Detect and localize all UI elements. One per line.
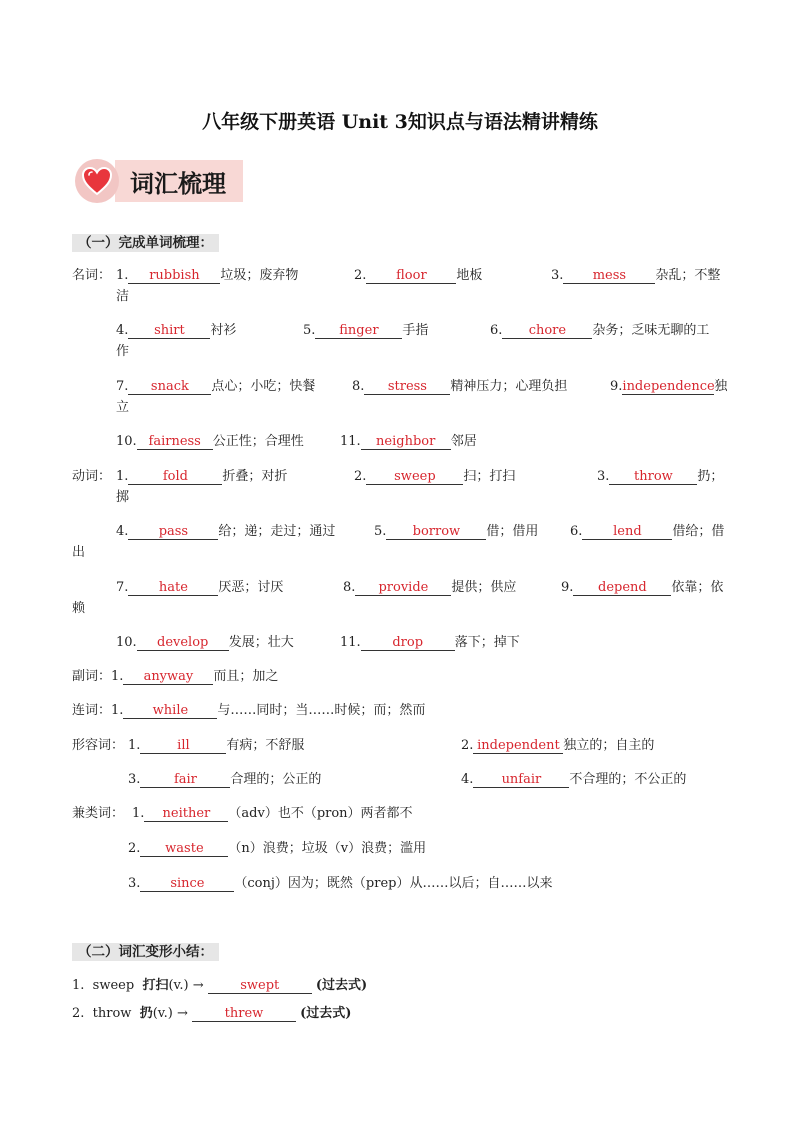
list-item: 7. snack 点心；小吃；快餐 [116, 379, 316, 394]
answer-blank: develop [137, 636, 229, 651]
answer-blank: rubbish [128, 269, 220, 284]
list-item: 11. neighbor 邻居 [340, 434, 477, 449]
answer-blank: chore [502, 324, 592, 339]
list-item: 2. floor 地板 [354, 268, 483, 283]
adverb-row: 副词：1. anyway 而且；加之 [72, 669, 279, 684]
banner-label: 词汇梳理 [130, 170, 226, 198]
answer-blank: floor [366, 269, 456, 284]
answer-blank: ill [140, 739, 226, 754]
list-item: 3. fair 合理的；公正的 [128, 772, 322, 787]
list-item: 8. stress 精神压力；心理负担 [352, 379, 568, 394]
page-title: 八年级下册英语 Unit 3知识点与语法精讲精练 [202, 111, 598, 133]
answer-blank: lend [582, 525, 672, 540]
answer-blank: fair [140, 773, 230, 788]
line-continuation: 出 [72, 545, 86, 560]
list-item: 2. sweep 扫；打扫 [354, 469, 516, 484]
list-item: 3. since （conj）因为；既然（prep）从……以后；自……以来 [128, 876, 553, 891]
nouns-label: 名词： [72, 268, 112, 283]
section-heading: （一）完成单词梳理： [72, 234, 219, 252]
list-item: 4. pass 给；递；走过；通过 [116, 524, 336, 539]
answer-blank: anyway [123, 670, 213, 685]
answer-blank: fold [128, 470, 222, 485]
section-banner [75, 157, 245, 205]
answer-blank: since [140, 877, 234, 892]
list-item: 8. provide 提供；供应 [343, 580, 517, 595]
answer-blank: stress [364, 380, 450, 395]
answer-blank: hate [128, 581, 218, 596]
list-item: 4. unfair 不合理的；不公正的 [461, 772, 687, 787]
list-item: 1. ill 有病；不舒服 [128, 738, 305, 753]
list-item: 1. rubbish 垃圾；废弃物 [116, 268, 299, 283]
answer-blank: depend [573, 581, 671, 596]
list-item: 9. depend 依靠；依 [561, 580, 724, 595]
list-item: 10. develop 发展；壮大 [116, 635, 294, 650]
answer-blank: waste [140, 842, 228, 857]
answer-blank: mess [563, 269, 655, 284]
answer-blank: neighbor [361, 435, 451, 450]
answer-blank: throw [609, 470, 697, 485]
section-heading: （二）词汇变形小结： [72, 943, 219, 961]
list-item: 10. fairness 公正性；合理性 [116, 434, 304, 449]
answer-blank: neither [144, 807, 228, 822]
conjunction-row: 连词：1. while 与……同时；当……时候；而；然而 [72, 703, 426, 718]
answer-blank: unfair [473, 773, 569, 788]
list-item: 9.independence独 [610, 379, 728, 394]
answer-blank: swept [208, 979, 312, 994]
list-item: 6. lend 借给；借 [570, 524, 725, 539]
line-continuation: 立 [116, 400, 130, 415]
answer-blank: pass [128, 525, 218, 540]
answer-blank: borrow [386, 525, 486, 540]
line-continuation: 掷 [116, 490, 130, 505]
multi-class-label: 兼类词： [72, 806, 125, 821]
answer-blank: snack [128, 380, 211, 395]
list-item: 2. waste （n）浪费；垃圾（v）浪费；滥用 [128, 841, 427, 856]
list-item: 1. sweep 打扫(v.) → swept (过去式) [72, 978, 368, 993]
list-item: 2. independent 独立的；自主的 [461, 738, 655, 753]
list-item: 11. drop 落下；掉下 [340, 635, 520, 650]
answer-blank: while [123, 704, 217, 719]
list-item: 4. shirt 衬衫 [116, 323, 237, 338]
verbs-label: 动词： [72, 469, 112, 484]
answer-blank: independence [622, 379, 715, 394]
list-item: 2. throw 扔(v.) → threw (过去式) [72, 1006, 352, 1021]
list-item: 7. hate 厌恶；讨厌 [116, 580, 284, 595]
list-item: 6. chore 杂务；乏味无聊的工 [490, 323, 710, 338]
list-item: 3. mess 杂乱；不整 [551, 268, 721, 283]
line-continuation: 作 [116, 344, 130, 359]
list-item: 5. finger 手指 [303, 323, 429, 338]
line-continuation: 赖 [72, 601, 86, 616]
answer-blank: drop [361, 636, 455, 651]
list-item: 5. borrow 借；借用 [374, 524, 539, 539]
answer-blank: sweep [366, 470, 463, 485]
list-item: 1. fold 折叠；对折 [116, 469, 288, 484]
adjectives-label: 形容词： [72, 738, 125, 753]
heart-icon [81, 166, 113, 196]
answer-blank: fairness [137, 435, 213, 450]
list-item: 1. neither （adv）也不（pron）两者都不 [132, 806, 413, 821]
answer-blank: shirt [128, 324, 210, 339]
list-item: 3. throw 扔； [597, 469, 724, 484]
answer-blank: independent [473, 739, 563, 754]
line-continuation: 洁 [116, 289, 130, 304]
answer-blank: provide [355, 581, 451, 596]
answer-blank: finger [315, 324, 402, 339]
answer-blank: threw [192, 1007, 296, 1022]
